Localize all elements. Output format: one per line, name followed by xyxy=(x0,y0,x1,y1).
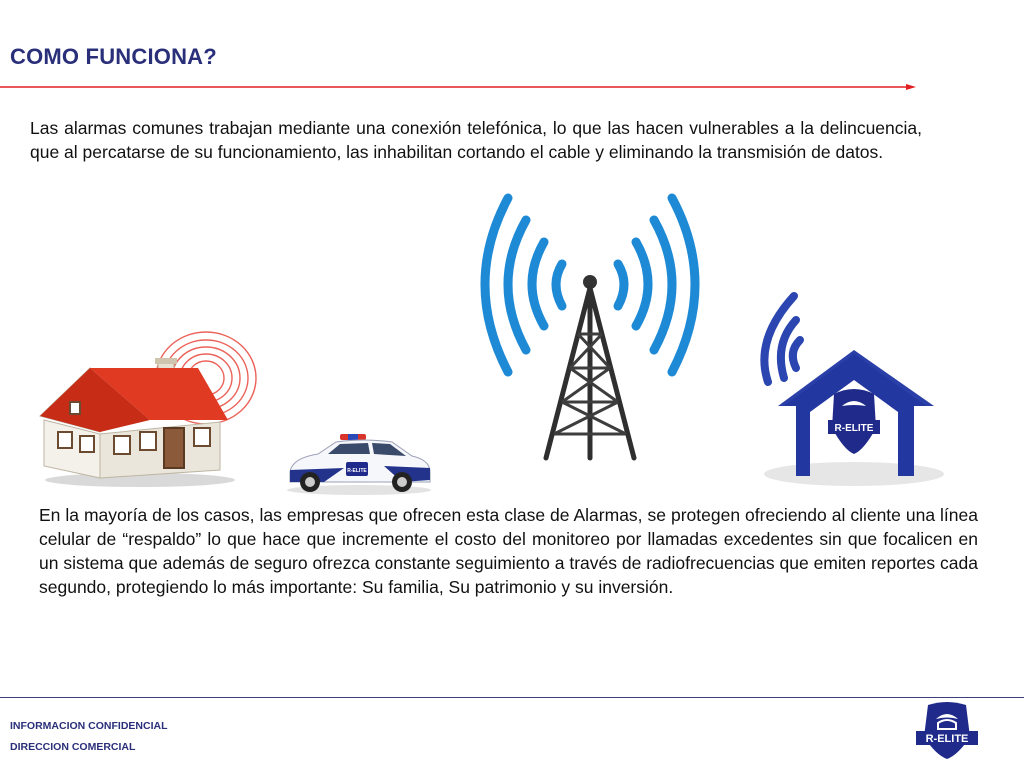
shield-house-icon xyxy=(738,288,958,488)
footer-confidential: INFORMACION CONFIDENCIAL xyxy=(10,720,168,732)
brand-logo xyxy=(914,699,980,761)
house-logo-text: R-ELITE xyxy=(834,423,874,434)
slide-title: COMO FUNCIONA? xyxy=(10,44,217,69)
footer-department: DIRECCION COMERCIAL xyxy=(10,741,136,753)
car-logo-text: R-ELITE xyxy=(347,468,367,474)
footer-divider xyxy=(0,697,1024,698)
police-car-icon xyxy=(284,430,434,496)
intro-paragraph: Las alarmas comunes trabajan mediante una conexión telefónica, lo que las hacen vulnerables a la delincuencia, que al percatarse de su funcionamiento, las inhabilitan cortando el cable y eliminando la transmisión de datos. xyxy=(30,118,922,162)
house-icon xyxy=(30,328,270,488)
radio-tower-icon xyxy=(480,188,700,468)
body-paragraph: En la mayoría de los casos, las empresas que ofrecen esta clase de Alarmas, se protegen ofreciendo al cliente una línea celular de “respaldo” lo que hace que incremente el costo del monitoreo por llamadas excedentes sin que focalicen en un sistema que además de seguro ofrezca constante seguimiento a través de radiofrecuencias que emiten reportes cada segundo, protegiendo lo más importante: Su familia, Su patrimonio y su inversión. xyxy=(39,505,978,597)
logo-text: R-ELITE xyxy=(925,733,969,745)
title-underline-arrow xyxy=(0,84,916,90)
